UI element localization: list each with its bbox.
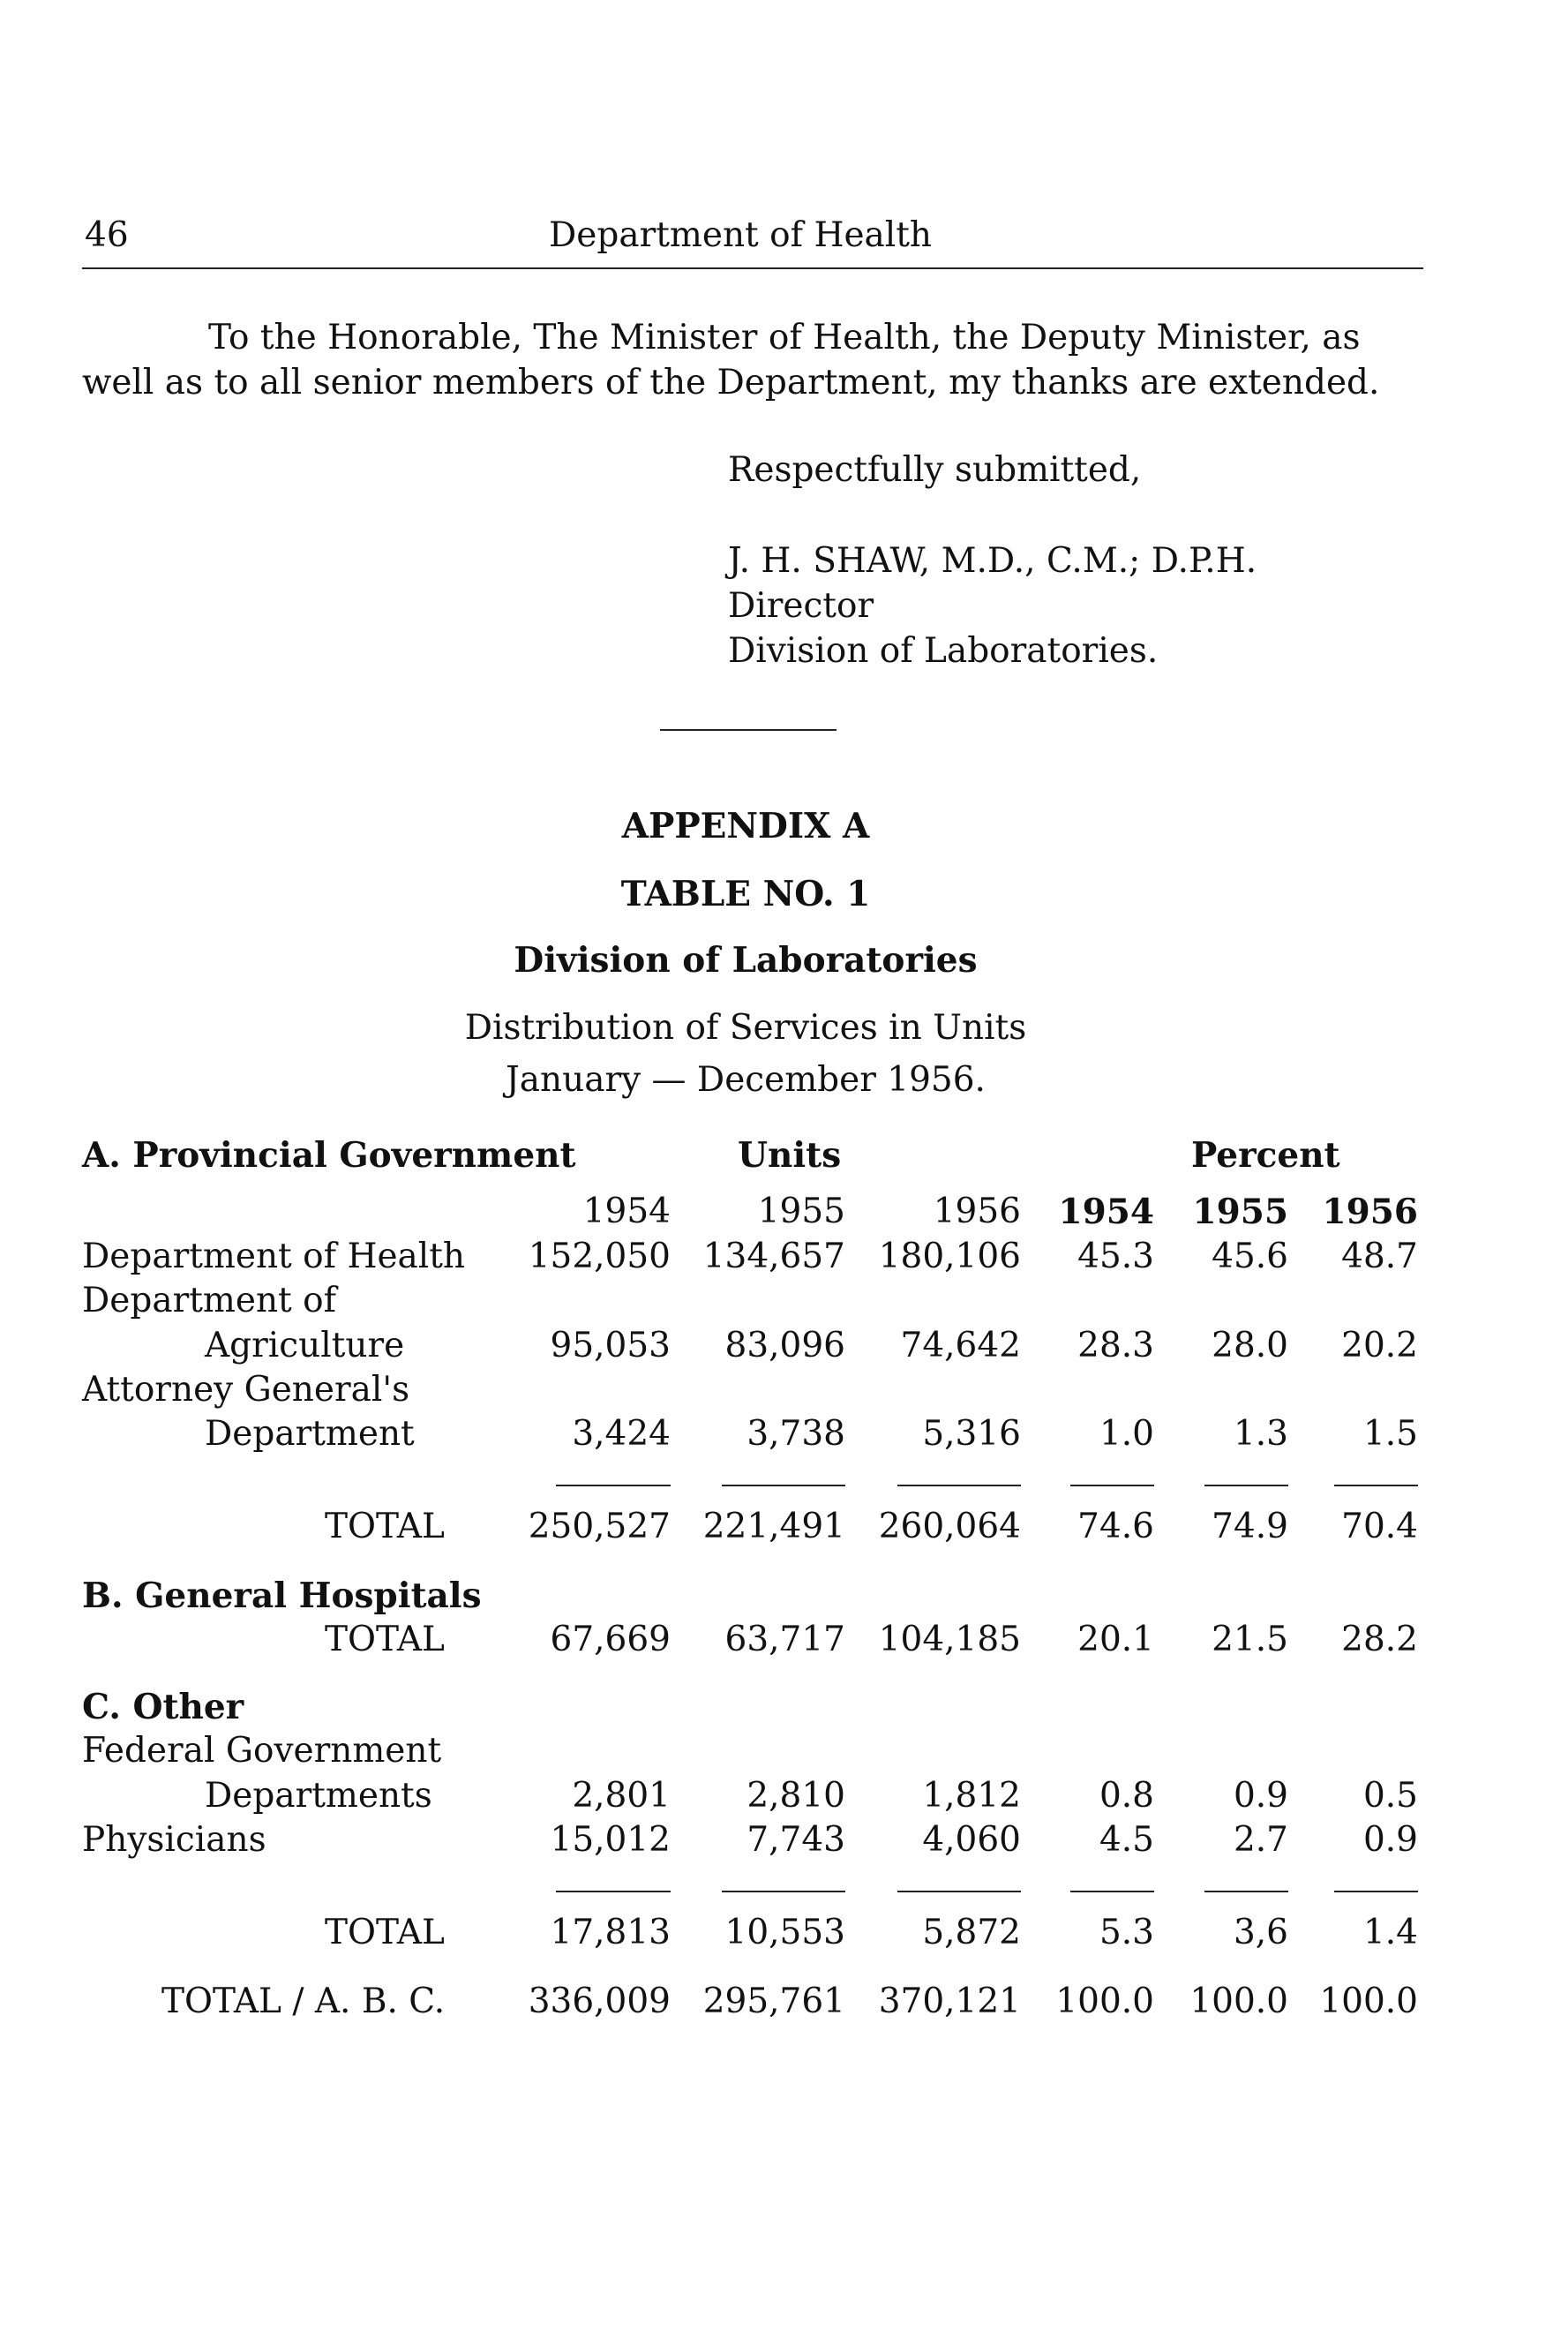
grand-total-label: TOTAL / A. B. C.	[161, 1982, 446, 2021]
section-c-total-label: TOTAL	[325, 1913, 445, 1952]
section-c-rule-0	[556, 1891, 671, 1892]
appendix-label: APPENDIX A	[621, 806, 870, 846]
row-physicians-cell: 0.9	[1362, 1820, 1418, 1860]
running-head: Department of Health	[549, 215, 933, 255]
row-section-c-total-cell: 17,813	[550, 1913, 671, 1952]
row-federal-gov-cell: 0.8	[1099, 1776, 1154, 1816]
section-c-rule-3	[1070, 1891, 1154, 1892]
row-grand-total-cell: 295,761	[702, 1982, 845, 2021]
row-physicians-cell: 4,060	[922, 1820, 1021, 1860]
section-c-rule-1	[722, 1891, 845, 1892]
section-a-rule-0	[556, 1485, 671, 1486]
row-section-b-total-cell: 20.1	[1077, 1620, 1154, 1659]
closing: Respectfully submitted,	[728, 450, 1142, 490]
row-agriculture-cell: 28.3	[1077, 1326, 1154, 1365]
row-section-a-total-cell: 74.9	[1212, 1507, 1288, 1546]
section-a-rule-5	[1334, 1485, 1418, 1486]
row-physicians-cell: 7,743	[746, 1820, 845, 1860]
row-section-b-total-cell: 28.2	[1341, 1620, 1418, 1659]
section-a-rule-4	[1204, 1485, 1288, 1486]
percent-header: Percent	[1191, 1135, 1340, 1176]
row-section-b-total-cell: 63,717	[724, 1620, 845, 1659]
year-header-cell: 1955	[757, 1192, 845, 1231]
table-subtitle: Distribution of Services in Units	[464, 1008, 1027, 1048]
row-section-c-total-cell: 3,6	[1233, 1913, 1288, 1952]
row-label-ag-department: Department	[205, 1414, 415, 1454]
units-header: Units	[738, 1135, 842, 1176]
row-attorney-general-cell: 3,738	[746, 1414, 845, 1454]
section-a-heading: A. Provincial Government	[82, 1135, 576, 1176]
row-agriculture-cell: 95,053	[550, 1326, 671, 1365]
year-header-cell: 1954	[1058, 1192, 1154, 1232]
signer-division: Division of Laboratories.	[728, 631, 1159, 671]
table-period: January — December 1956.	[506, 1060, 986, 1100]
row-agriculture-cell: 28.0	[1212, 1326, 1288, 1365]
row-federal-gov-cell: 2,810	[746, 1776, 845, 1816]
row-attorney-general-cell: 1.3	[1233, 1414, 1288, 1454]
row-agriculture-cell: 20.2	[1341, 1326, 1418, 1365]
signer-title: Director	[728, 586, 874, 626]
section-c-rule-2	[897, 1891, 1021, 1892]
section-b-total-label: TOTAL	[325, 1620, 445, 1659]
row-grand-total-cell: 100.0	[1319, 1982, 1418, 2021]
row-label-agriculture: Agriculture	[205, 1326, 405, 1365]
row-label-attorney-general: Attorney General's	[82, 1370, 410, 1410]
row-grand-total-cell: 100.0	[1055, 1982, 1154, 2021]
row-dept-health-cell: 45.3	[1077, 1237, 1154, 1276]
section-a-total-label: TOTAL	[325, 1507, 445, 1546]
row-dept-health-cell: 134,657	[702, 1237, 845, 1276]
table-number: TABLE NO. 1	[620, 874, 871, 914]
section-a-rule-3	[1070, 1485, 1154, 1486]
row-section-b-total-cell: 67,669	[550, 1620, 671, 1659]
row-grand-total-cell: 370,121	[878, 1982, 1021, 2021]
year-header-cell: 1955	[1192, 1192, 1288, 1232]
row-dept-health-cell: 180,106	[878, 1237, 1021, 1276]
row-dept-health-cell: 45.6	[1212, 1237, 1288, 1276]
row-section-c-total-cell: 10,553	[724, 1913, 845, 1952]
year-header-cell: 1956	[1322, 1192, 1418, 1232]
row-section-c-total-cell: 5.3	[1099, 1913, 1154, 1952]
row-label-physicians: Physicians	[82, 1820, 266, 1860]
row-section-b-total-cell: 21.5	[1212, 1620, 1288, 1659]
row-attorney-general-cell: 3,424	[572, 1414, 671, 1454]
row-grand-total-cell: 100.0	[1189, 1982, 1288, 2021]
section-a-rule-1	[722, 1485, 845, 1486]
row-attorney-general-cell: 1.5	[1362, 1414, 1418, 1454]
section-c-rule-4	[1204, 1891, 1288, 1892]
row-grand-total-cell: 336,009	[528, 1982, 671, 2021]
row-section-b-total-cell: 104,185	[878, 1620, 1021, 1659]
separator-rule	[660, 729, 837, 731]
row-label-dept-health: Department of Health	[82, 1237, 466, 1276]
letter-line-2: well as to all senior members of the Department, my thanks are extended.	[82, 363, 1380, 402]
row-section-a-total-cell: 250,527	[528, 1507, 671, 1546]
row-dept-health-cell: 48.7	[1341, 1237, 1418, 1276]
header-rule	[82, 267, 1423, 269]
row-federal-gov-cell: 2,801	[572, 1776, 671, 1816]
row-label-federal-gov: Federal Government	[82, 1731, 442, 1771]
row-label-fed-departments: Departments	[205, 1776, 432, 1816]
row-federal-gov-cell: 0.9	[1233, 1776, 1288, 1816]
section-c-rule-5	[1334, 1891, 1418, 1892]
row-attorney-general-cell: 1.0	[1099, 1414, 1154, 1454]
row-agriculture-cell: 74,642	[900, 1326, 1021, 1365]
section-c-heading: C. Other	[82, 1687, 244, 1727]
row-physicians-cell: 2.7	[1233, 1820, 1288, 1860]
row-dept-health-cell: 152,050	[528, 1237, 671, 1276]
row-attorney-general-cell: 5,316	[922, 1414, 1021, 1454]
section-b-heading: B. General Hospitals	[82, 1576, 482, 1616]
letter-line-1: To the Honorable, The Minister of Health, the Deputy Minister, as	[208, 318, 1361, 357]
row-federal-gov-cell: 0.5	[1362, 1776, 1418, 1816]
row-section-c-total-cell: 1.4	[1362, 1913, 1418, 1952]
table-division: Division of Laboratories	[514, 940, 978, 981]
row-section-a-total-cell: 70.4	[1341, 1507, 1418, 1546]
year-header-cell: 1956	[933, 1192, 1021, 1231]
section-a-rule-2	[897, 1485, 1021, 1486]
row-section-a-total-cell: 74.6	[1077, 1507, 1154, 1546]
year-header-cell: 1954	[582, 1192, 671, 1231]
page-number: 46	[85, 215, 129, 255]
row-agriculture-cell: 83,096	[724, 1326, 845, 1365]
row-federal-gov-cell: 1,812	[922, 1776, 1021, 1816]
row-physicians-cell: 4.5	[1099, 1820, 1154, 1860]
signer-name: J. H. SHAW, M.D., C.M.; D.P.H.	[728, 541, 1257, 581]
row-section-a-total-cell: 221,491	[702, 1507, 845, 1546]
row-section-a-total-cell: 260,064	[878, 1507, 1021, 1546]
row-physicians-cell: 15,012	[550, 1820, 671, 1860]
row-section-c-total-cell: 5,872	[922, 1913, 1021, 1952]
row-label-dept-of: Department of	[82, 1281, 337, 1320]
